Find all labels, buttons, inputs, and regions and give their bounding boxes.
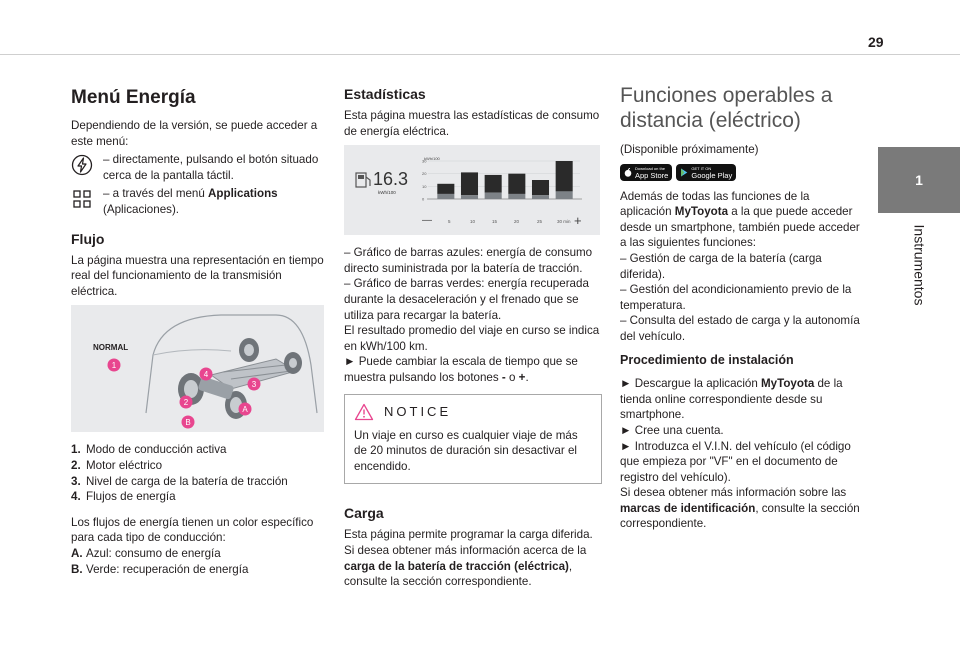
callout-b bbox=[182, 416, 195, 429]
y-tick-label: 30 bbox=[422, 158, 427, 164]
bar-recovery bbox=[485, 193, 502, 199]
callout-a bbox=[239, 403, 252, 416]
x-tick-label: 30 min bbox=[557, 219, 571, 225]
x-tick-label: 20 bbox=[514, 219, 520, 225]
step-more-info: Si desea obtener más información sobre las marcas de identificación, consulte la sección correspondiente. bbox=[620, 486, 860, 531]
average-text: El resultado promedio del viaje en curso se indica en kWh/100 km. bbox=[344, 324, 600, 353]
bar-recovery bbox=[556, 192, 573, 200]
availability-text: (Disponible próximamente) bbox=[620, 143, 759, 156]
heading-carga: Carga bbox=[344, 505, 384, 522]
bar-recovery bbox=[461, 195, 478, 199]
page-number: 29 bbox=[868, 34, 884, 50]
mytoyota-intro: Además de todas las funciones de la aplicación MyToyota a la que puede acceder desde un smartphone, también puede acceder a las siguientes funciones: bbox=[620, 189, 860, 250]
bar-consumption bbox=[485, 175, 502, 193]
colors-text: Los flujos de energía tienen un color específico para cada tipo de conducción: bbox=[71, 515, 314, 545]
intro-text: Dependiendo de la versión, se puede acceder a este menú: bbox=[71, 119, 318, 148]
access-apps-text: – a través del menú Applications (Aplicaciones). bbox=[103, 187, 278, 216]
header-rule bbox=[0, 54, 960, 55]
statistics-screen bbox=[344, 145, 600, 235]
heading-estadisticas: Estadísticas bbox=[344, 86, 426, 102]
column-funciones-remotas bbox=[620, 80, 860, 532]
x-tick-label: 10 bbox=[470, 219, 476, 225]
google-play-icon bbox=[680, 168, 688, 177]
x-tick-label: 5 bbox=[448, 219, 451, 225]
svg-text:2: 2 bbox=[183, 398, 189, 408]
notice-box bbox=[344, 394, 602, 485]
svg-text:B: B bbox=[185, 418, 191, 428]
flujo-text: La página muestra una representación en tiempo real del funcionamiento de la transmisión eléctrica. bbox=[71, 253, 324, 298]
bar-recovery bbox=[532, 195, 549, 199]
function-charging: – Gestión de carga de la batería (carga diferida). bbox=[620, 251, 822, 281]
mode-label: NORMAL bbox=[93, 343, 129, 353]
y-tick-label: 0 bbox=[422, 196, 425, 202]
app-store-badge[interactable]: Download on the App Store bbox=[620, 164, 672, 181]
energy-button-icon bbox=[71, 154, 93, 176]
step-account: ► Cree una cuenta. bbox=[620, 423, 724, 437]
applications-grid-icon bbox=[71, 188, 93, 210]
column-menu-energia bbox=[71, 80, 327, 577]
function-preconditioning: – Gestión del acondicionamiento previo de la temperatura. bbox=[620, 283, 852, 312]
heading-menu-energia: Menú Energía bbox=[71, 87, 196, 108]
svg-text:1: 1 bbox=[111, 361, 117, 371]
bar-consumption bbox=[532, 180, 549, 195]
callout-2 bbox=[180, 396, 193, 409]
zoom-in-button[interactable]: + bbox=[574, 213, 582, 229]
access-direct-text: – directamente, pulsando el botón situado cerca de la pantalla táctil. bbox=[103, 153, 319, 182]
fuel-station-icon bbox=[356, 173, 370, 187]
blue-bars-text: – Gráfico de barras azules: energía de consumo directo suministrada por la batería de tracción. bbox=[344, 246, 593, 275]
apple-icon bbox=[624, 168, 632, 177]
bar-recovery bbox=[508, 194, 525, 199]
callout-3 bbox=[248, 378, 261, 391]
svg-text:A: A bbox=[242, 405, 248, 415]
bar-consumption bbox=[437, 184, 454, 194]
bar-consumption bbox=[556, 161, 573, 191]
svg-text:4: 4 bbox=[203, 370, 209, 380]
step-download: ► Descargue la aplicación MyToyota de la tienda online correspondiente desde su smartphone. bbox=[620, 377, 843, 422]
energy-flow-diagram bbox=[71, 305, 324, 432]
warning-triangle-icon bbox=[354, 403, 374, 421]
heading-funciones-remotas: Funciones operables a distancia (eléctrico) bbox=[620, 84, 833, 132]
consumption-value: 16.3 bbox=[373, 169, 409, 190]
function-status: – Consulta del estado de carga y la autonomía del vehículo. bbox=[620, 314, 860, 343]
consumption-unit: kWh/100 bbox=[378, 190, 396, 196]
column-estadisticas bbox=[344, 80, 602, 590]
step-vin: ► Introduzca el V.I.N. del vehículo (el código que empieza por "VF" en el documento de registro del vehículo). bbox=[620, 439, 851, 484]
google-play-badge[interactable]: GET IT ON Google Play bbox=[676, 164, 736, 181]
bar-recovery bbox=[437, 194, 454, 199]
estadisticas-intro: Esta página muestra las estadísticas de consumo de energía eléctrica. bbox=[344, 109, 600, 138]
vehicle-flow-illustration bbox=[71, 305, 324, 432]
access-direct-row bbox=[71, 152, 327, 183]
zoom-out-button[interactable]: — bbox=[422, 215, 432, 227]
carga-text: Esta página permite programar la carga diferida. Si desea obtener más información acerca de la carga de la batería de tracción (eléctrica), consulte la sección correspondiente. bbox=[344, 528, 593, 589]
green-bars-text: – Gráfico de barras verdes: energía recuperada durante la desaceleración y el frenado que se utiliza para recargar la batería. bbox=[344, 277, 589, 322]
heading-flujo: Flujo bbox=[71, 230, 105, 247]
chart-header: kWh/100 bbox=[424, 156, 440, 162]
callout-4 bbox=[200, 368, 213, 381]
scale-text: ► Puede cambiar la escala de tiempo que se muestra pulsando los botones - o +. bbox=[344, 355, 578, 384]
y-tick-label: 20 bbox=[422, 171, 427, 177]
legend-letters: A. Azul: consumo de energía B. Verde: recuperación de energía bbox=[71, 546, 249, 576]
legend-numbers: 1. Modo de conducción activa 2. Motor eléctrico 3. Nivel de carga de la batería de tracción 4. Flujos de energía bbox=[71, 443, 288, 504]
x-tick-label: 25 bbox=[537, 219, 543, 225]
heading-instalacion: Procedimiento de instalación bbox=[620, 352, 794, 367]
x-tick-label: 15 bbox=[492, 219, 498, 225]
notice-text: Un viaje en curso es cualquier viaje de más de 20 minutos de duración sin desactivar el encendido. bbox=[354, 428, 578, 473]
svg-text:3: 3 bbox=[251, 380, 257, 390]
store-badges bbox=[620, 164, 860, 181]
notice-label: NOTICE bbox=[384, 403, 452, 419]
statistics-chart bbox=[344, 145, 600, 235]
bar-consumption bbox=[461, 173, 478, 196]
callout-1 bbox=[108, 359, 121, 372]
bar-consumption bbox=[508, 174, 525, 194]
access-apps-row bbox=[71, 186, 327, 217]
section-tab[interactable]: 1 bbox=[878, 147, 960, 213]
y-tick-label: 10 bbox=[422, 184, 427, 190]
section-label: Instrumentos bbox=[911, 224, 927, 306]
